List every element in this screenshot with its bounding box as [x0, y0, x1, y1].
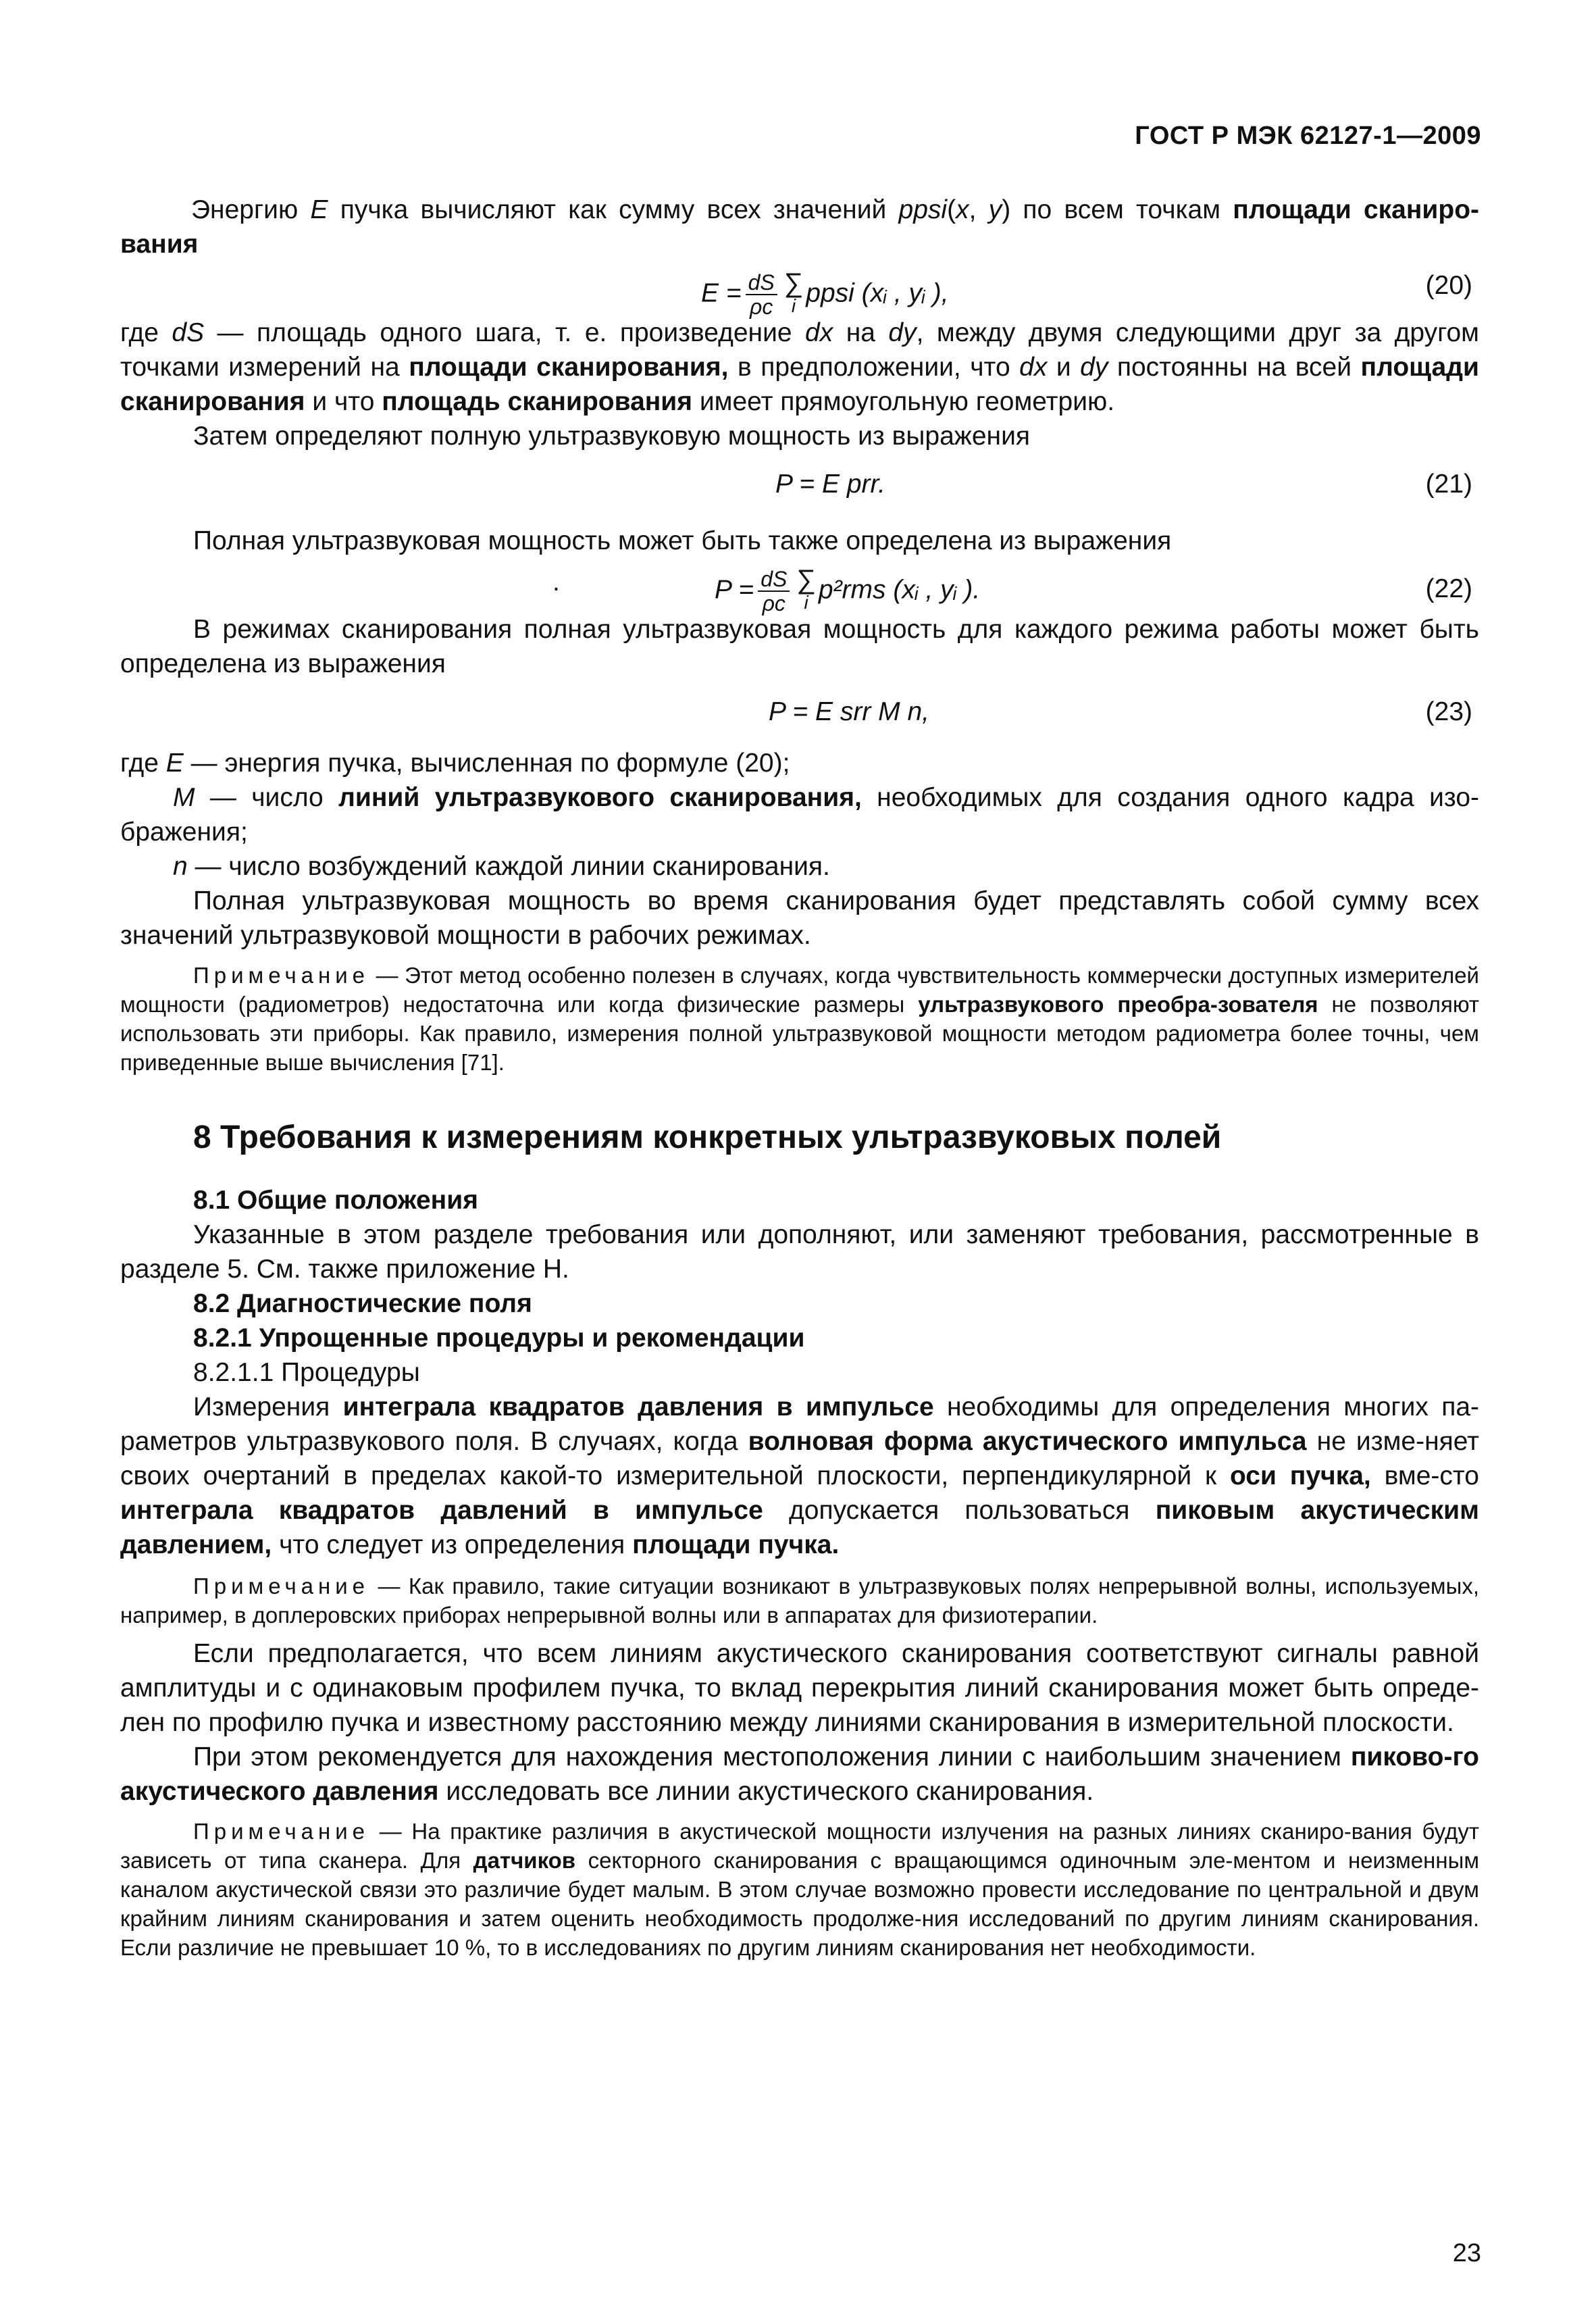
- formula-20-number: (20): [1425, 271, 1472, 300]
- where-list: [120, 746, 1479, 884]
- section-8-2-1-1-heading: 8.2.1.1 Процедуры: [193, 1358, 420, 1387]
- formula-23: [120, 681, 1479, 746]
- paragraph-energy: Энергию E пучка вычисляют как сумму всех значений ppsi(x, y) по всем точкам площади сканиро-вания: [120, 195, 1480, 259]
- where-item-m: M — число линий ультразвукового сканирования, необходимых для создания одного кадра изо-бражения;: [120, 783, 1480, 847]
- section-8-heading: 8 Требования к измерениям конкретных ультразвуковых полей: [193, 1120, 1222, 1155]
- formula-23-number: (23): [1425, 697, 1472, 726]
- sum-symbol: ∑ i: [783, 268, 804, 316]
- paragraph-recommendation: При этом рекомендуется для нахождения местоположения линии с наибольшим значением пиково-го акустического давления исследовать все линии акустического сканирования.: [120, 1742, 1479, 1806]
- formula-20-expression: E = $\frac{dS}{\rho c}$ ∑ i ppsi (xᵢ , yᵢ ),: [701, 268, 949, 319]
- formula-21: [120, 453, 1479, 518]
- paragraph-where-ds: где dS — площадь одного шага, т. е. произведение dx на dy, между двумя следующими друг за другом точками измерений на площади сканирования, в предположении, что dx и dy постоянны на всей площади сканирования и что площадь сканирования имеет прямоугольную геометрию.: [120, 318, 1479, 416]
- formula-22-expression: P = $\frac{dS}{\rho c}$ ∑ i p²rms (xᵢ , yᵢ ).: [715, 565, 981, 615]
- section-8-2-heading: 8.2 Диагностические поля: [193, 1289, 532, 1318]
- fraction: $\frac{dS}{\rho c}$: [758, 568, 790, 615]
- section-8-2-1-heading: 8.2.1 Упрощенные процедуры и рекомендации: [193, 1324, 805, 1353]
- formula-21-expression: P = E prr.: [775, 470, 885, 499]
- document-body: [120, 193, 1479, 1962]
- paragraph-scan-lines: Если предполагается, что всем линиям акустического сканирования соответствуют сигналы равной амплитуды и с одинаковым профилем пучка, то вклад перекрытия линий сканирования может быть опреде-лен по профилю пучка и известному расстоянию между линиями сканирования в измерительной плоскости.: [120, 1639, 1479, 1737]
- paragraph-general: Указанные в этом разделе требования или дополняют, или заменяют требования, рассмотренные в разделе 5. См. также приложение Н.: [120, 1220, 1479, 1284]
- note-1: Примечание — Этот метод особенно полезен в случаях, когда чувствительность коммерчески доступных измерителей мощности (радиометров) недостаточна или когда физические размеры ультразвукового преобра-зователя не позволяют использовать эти приборы. Как правило, измерения полной ультразвуковой мощности методом радиометра более точны, чем приведенные выше вычисления [71].: [120, 963, 1479, 1075]
- formula-23-expression: P = E srr M n,: [769, 697, 930, 726]
- formula-22: [120, 558, 1479, 615]
- formula-22-number: (22): [1425, 574, 1472, 603]
- stray-dot: .: [552, 568, 560, 597]
- paragraph-total-scan-power: Полная ультразвуковая мощность во время сканирования будет представлять собой сумму всех значений ультразвуковой мощности в рабочих режимах.: [120, 886, 1479, 950]
- sum-symbol: ∑ i: [796, 565, 816, 613]
- standard-header: ГОСТ Р МЭК 62127-1—2009: [1135, 122, 1481, 150]
- paragraph-measurements: Измерения интеграла квадратов давления в импульсе необходимы для определения многих па-раметров ультразвукового поля. В случаях, когда волновая форма акустического импульса не изме-няет своих очертаний в пределах какой-то измерительной плоскости, перпендикулярной к оси пучка, вме-сто интеграла квадратов давлений в импульсе допускается пользоваться пиковым акустическим давлением, что следует из определения площади пучка.: [120, 1392, 1480, 1559]
- paragraph-total-power: Затем определяют полную ультразвуковую мощность из выражения: [193, 422, 1030, 451]
- note-2: Примечание — Как правило, такие ситуации возникают в ультразвуковых полях непрерывной волны, используемых, например, в доплеровских приборах непрерывной волны или в аппаратах для физиотерапии.: [120, 1574, 1479, 1628]
- where-item-n: n — число возбуждений каждой линии сканирования.: [173, 852, 830, 881]
- formula-21-number: (21): [1425, 470, 1472, 499]
- page-number: 23: [1452, 2239, 1481, 2267]
- fraction: $\frac{dS}{\rho c}$: [746, 271, 777, 318]
- paragraph-alt-power: Полная ультразвуковая мощность может быть также определена из выражения: [193, 526, 1172, 555]
- paragraph-scanning-modes: В режимах сканирования полная ультразвуковая мощность для каждого режима работы может быть определена из выражения: [120, 615, 1479, 678]
- where-item-e: где E — энергия пучка, вычисленная по формуле (20);: [120, 749, 790, 778]
- note-3: Примечание — На практике различия в акустической мощности излучения на разных линиях сканиро-вания будут зависеть от типа сканера. Для датчиков секторного сканирования с вращающимся одиночным эле-ментом и неизменным каналом акустической связи это различие будет малым. В этом случае возможно провести исследование по центральной и двум крайним линиям сканирования и затем оценить необходимость продолже-ния исследований по другим линиям сканирования. Если различие не превышает 10 %, то в исследованиях по другим линиям сканирования нет необходимости.: [120, 1819, 1480, 1960]
- formula-20: [120, 261, 1479, 319]
- section-8-1-heading: 8.1 Общие положения: [193, 1186, 478, 1215]
